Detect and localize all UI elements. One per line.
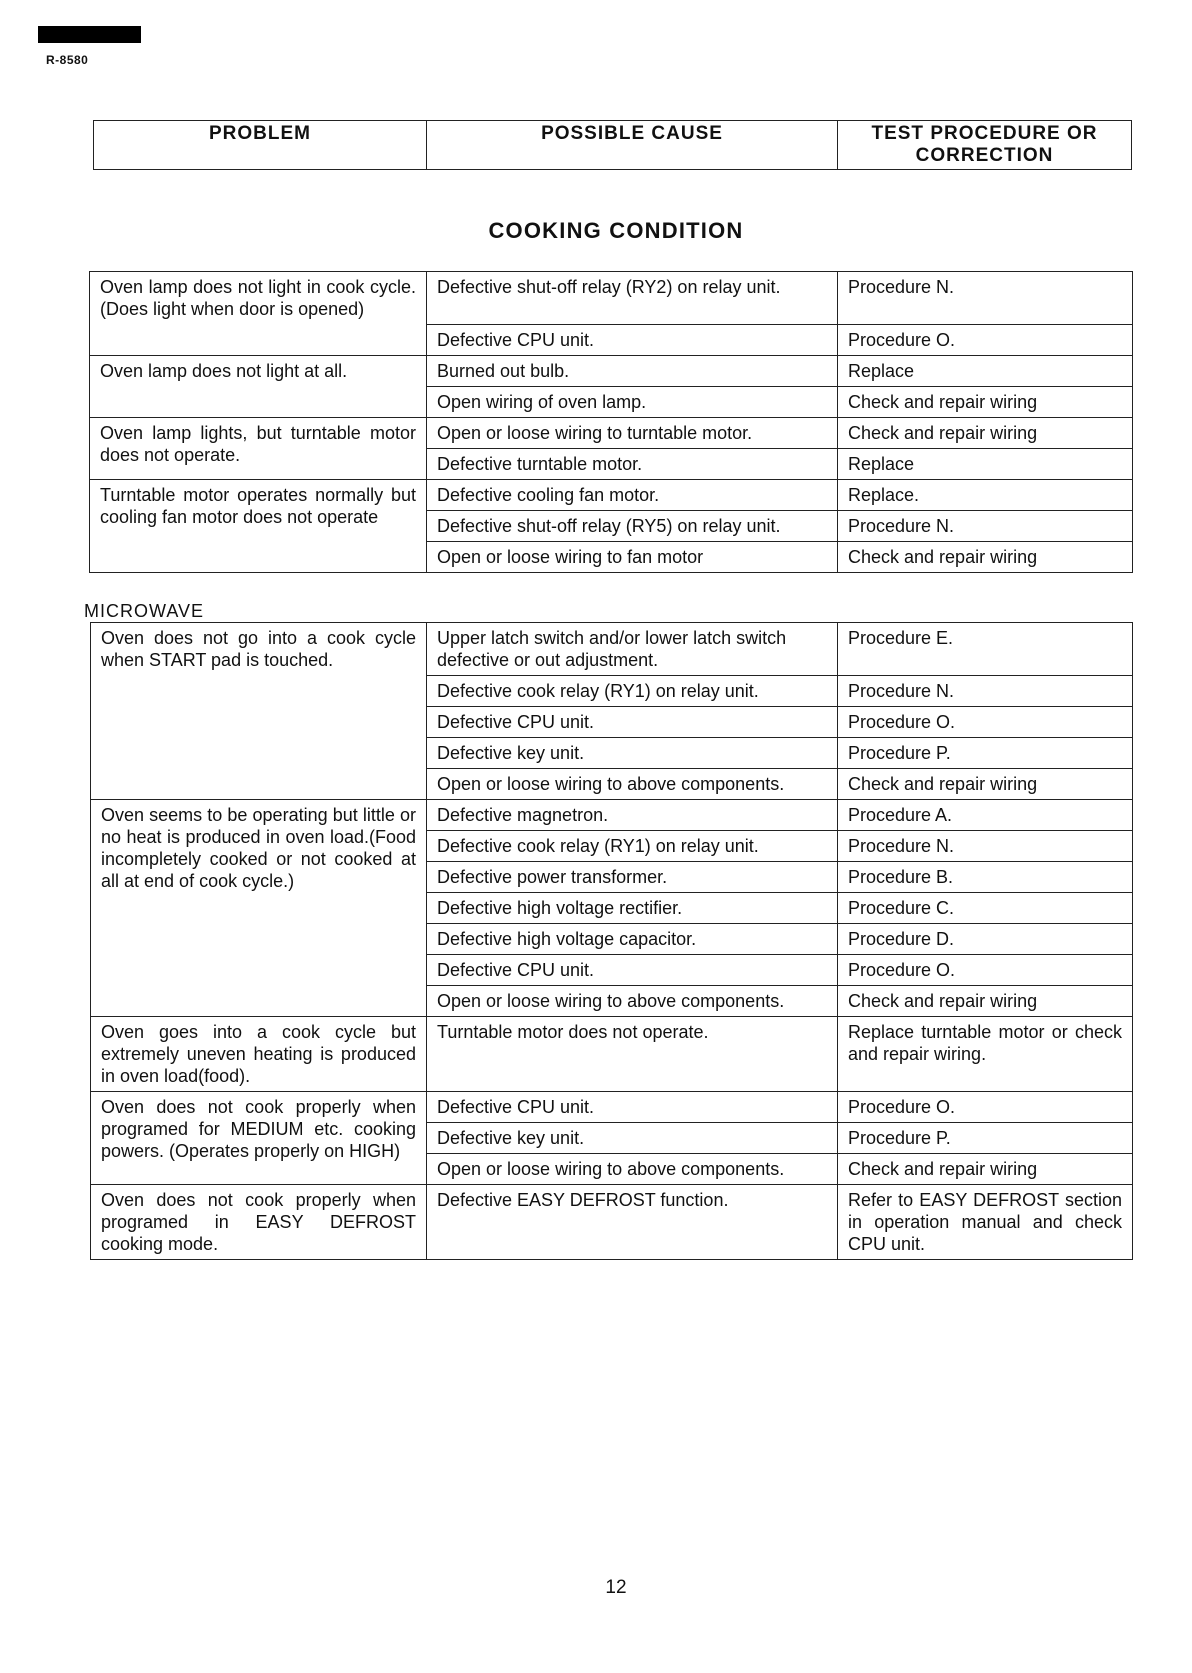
cause-cell: Defective key unit.: [427, 1123, 838, 1154]
test-cell: Procedure A.: [838, 800, 1133, 831]
table-row: [91, 623, 1133, 676]
cause-cell: Defective magnetron.: [427, 800, 838, 831]
table-row: [91, 1092, 1133, 1123]
test-cell: Replace.: [838, 480, 1133, 511]
test-cell: Procedure C.: [838, 893, 1133, 924]
table-row: [90, 418, 1133, 449]
test-cell: Replace: [838, 356, 1133, 387]
problem-cell: Oven does not go into a cook cycle when START pad is touched.: [91, 623, 427, 800]
cause-cell: Defective shut-off relay (RY5) on relay unit.: [427, 511, 838, 542]
table-row: [90, 356, 1133, 387]
microwave-subtitle: MICROWAVE: [84, 601, 204, 621]
microwave-table: [90, 622, 1133, 1260]
problem-cell: Oven lamp does not light at all.: [90, 356, 427, 418]
cause-cell: Defective key unit.: [427, 738, 838, 769]
cause-cell: Defective cooling fan motor.: [427, 480, 838, 511]
test-header-line2: CORRECTION: [915, 145, 1054, 166]
cause-cell: Open or loose wiring to fan motor: [427, 542, 838, 573]
cause-cell: Defective high voltage rectifier.: [427, 893, 838, 924]
test-cell: Procedure D.: [838, 924, 1133, 955]
model-label-bar: [38, 26, 141, 43]
test-cell: Check and repair wiring: [838, 986, 1133, 1017]
problem-cell: Oven does not cook properly when programed for MEDIUM etc. cooking powers. (Operates properly on HIGH): [91, 1092, 427, 1185]
problem-cell: Turntable motor operates normally but cooling fan motor does not operate: [90, 480, 427, 573]
test-cell: Procedure E.: [838, 623, 1133, 676]
test-cell: Procedure N.: [838, 831, 1133, 862]
table-row: [91, 800, 1133, 831]
problem-cell: Oven seems to be operating but little or no heat is produced in oven load.(Food incompletely cooked or not cooked at all at end of cook cycle.): [91, 800, 427, 1017]
cause-cell: Burned out bulb.: [427, 356, 838, 387]
lamp-fan-table: [89, 271, 1133, 573]
test-cell: Refer to EASY DEFROST section in operation manual and check CPU unit.: [838, 1185, 1133, 1260]
test-cell: Procedure P.: [838, 1123, 1133, 1154]
cause-cell: Defective cook relay (RY1) on relay unit.: [427, 831, 838, 862]
test-cell: Procedure O.: [838, 325, 1133, 356]
problem-cell: Oven does not cook properly when programed in EASY DEFROST cooking mode.: [91, 1185, 427, 1260]
cause-cell: Defective EASY DEFROST function.: [427, 1185, 838, 1260]
problem-cell: Oven lamp lights, but turntable motor does not operate.: [90, 418, 427, 480]
table-row: [90, 272, 1133, 325]
test-cell: Procedure N.: [838, 272, 1133, 325]
test-header-line1: TEST PROCEDURE OR: [871, 123, 1098, 144]
model-code: R-8580: [46, 53, 89, 67]
cause-cell: Defective turntable motor.: [427, 449, 838, 480]
table-row: [90, 480, 1133, 511]
possible-cause-header: POSSIBLE CAUSE: [427, 121, 838, 170]
cause-cell: Upper latch switch and/or lower latch switch defective or out adjustment.: [427, 623, 838, 676]
problem-cell: Oven lamp does not light in cook cycle. (Does light when door is opened): [90, 272, 427, 356]
problem-cell: Oven goes into a cook cycle but extremely uneven heating is produced in oven load(food).: [91, 1017, 427, 1092]
test-cell: Check and repair wiring: [838, 542, 1133, 573]
cause-cell: Defective CPU unit.: [427, 955, 838, 986]
test-cell: Procedure O.: [838, 955, 1133, 986]
table-row: [91, 1017, 1133, 1092]
cause-cell: Defective CPU unit.: [427, 1092, 838, 1123]
cause-cell: Open or loose wiring to above components.: [427, 986, 838, 1017]
cause-cell: Defective CPU unit.: [427, 707, 838, 738]
cause-cell: Open or loose wiring to turntable motor.: [427, 418, 838, 449]
test-cell: Procedure N.: [838, 511, 1133, 542]
column-header-table: [93, 120, 1132, 170]
test-cell: Check and repair wiring: [838, 1154, 1133, 1185]
cause-cell: Defective shut-off relay (RY2) on relay unit.: [427, 272, 838, 325]
cause-cell: Open or loose wiring to above components.: [427, 1154, 838, 1185]
test-cell: Replace turntable motor or check and repair wiring.: [838, 1017, 1133, 1092]
test-cell: Check and repair wiring: [838, 418, 1133, 449]
cause-cell: Defective high voltage capacitor.: [427, 924, 838, 955]
test-cell: Check and repair wiring: [838, 769, 1133, 800]
cause-cell: Open or loose wiring to above components.: [427, 769, 838, 800]
page-number: 12: [605, 1577, 627, 1598]
cause-cell: Defective CPU unit.: [427, 325, 838, 356]
test-cell: Procedure B.: [838, 862, 1133, 893]
cause-cell: Open wiring of oven lamp.: [427, 387, 838, 418]
test-cell: Procedure O.: [838, 707, 1133, 738]
test-procedure-header: [838, 121, 1132, 170]
test-cell: Replace: [838, 449, 1133, 480]
test-cell: Procedure N.: [838, 676, 1133, 707]
table-row: [91, 1185, 1133, 1260]
problem-header: PROBLEM: [94, 121, 427, 170]
cause-cell: Defective cook relay (RY1) on relay unit.: [427, 676, 838, 707]
test-cell: Procedure O.: [838, 1092, 1133, 1123]
cause-cell: Defective power transformer.: [427, 862, 838, 893]
cause-cell: Turntable motor does not operate.: [427, 1017, 838, 1092]
test-cell: Procedure P.: [838, 738, 1133, 769]
section-title: COOKING CONDITION: [488, 218, 744, 243]
test-cell: Check and repair wiring: [838, 387, 1133, 418]
